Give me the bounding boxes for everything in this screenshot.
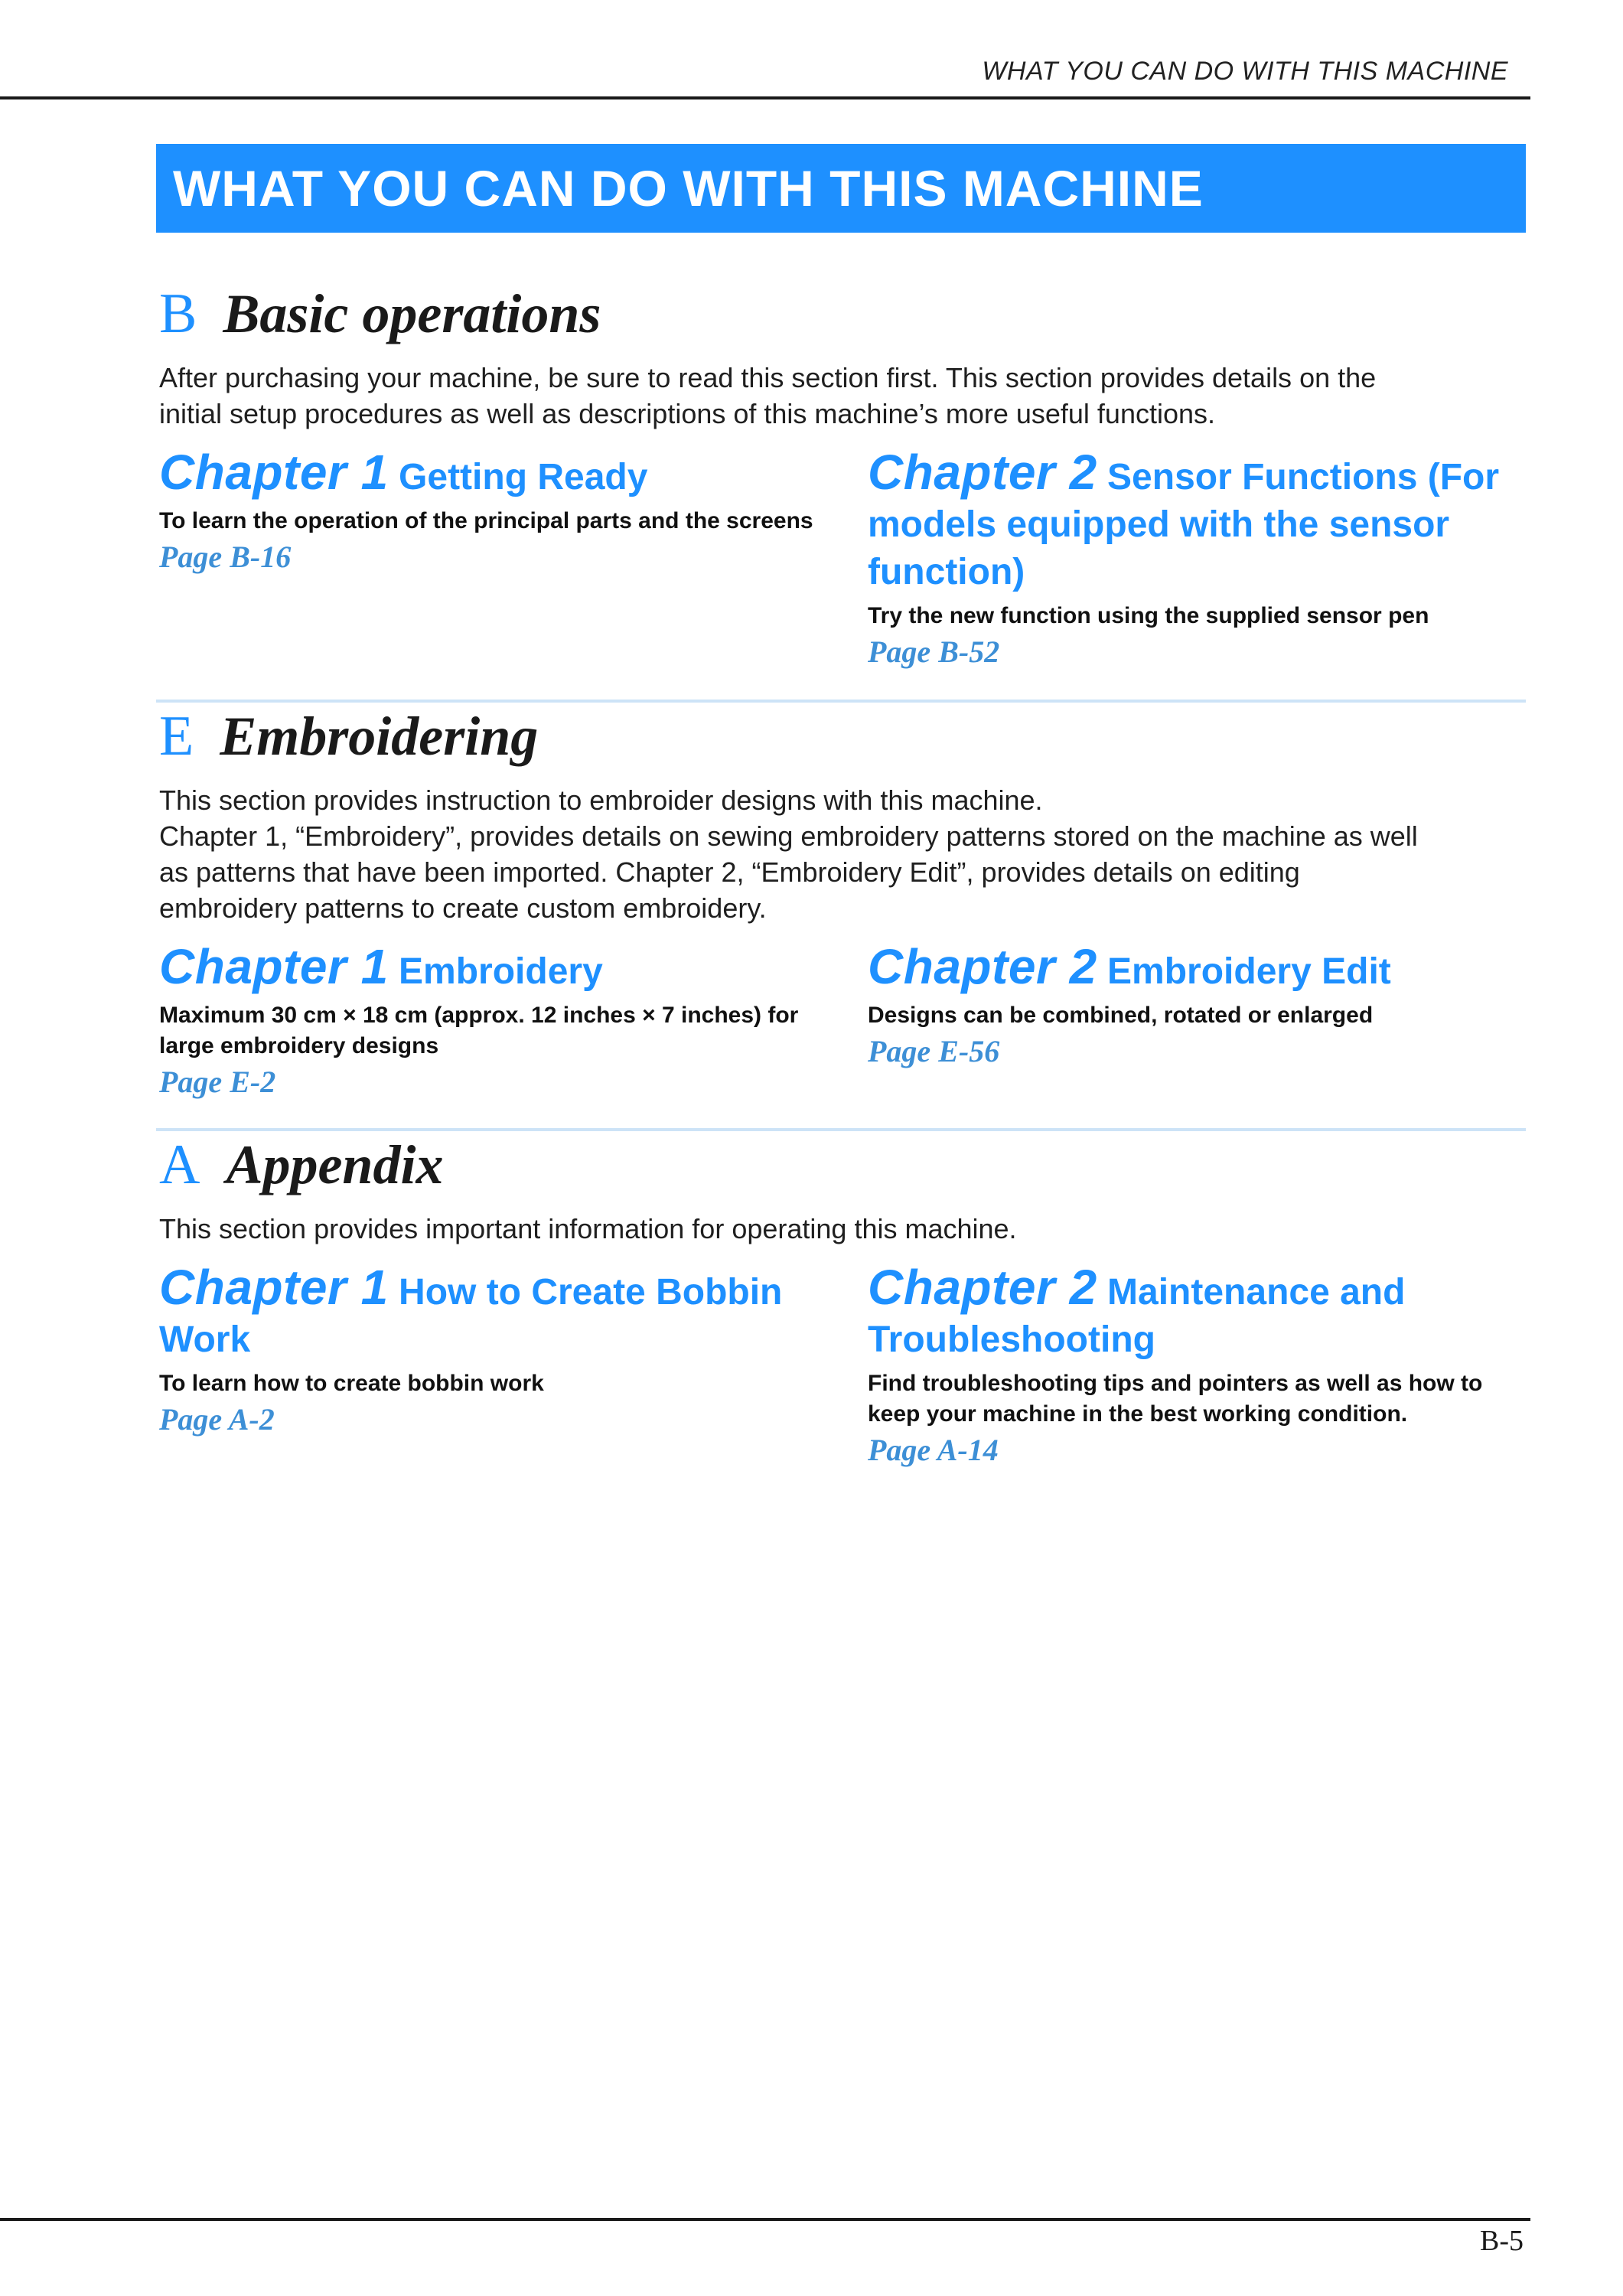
chapter-title: Embroidery (399, 951, 603, 992)
chapter-title: Maintenance and Troubleshooting (868, 1272, 1406, 1360)
section-appendix (159, 1133, 1526, 1467)
page-reference-link[interactable]: Page B-16 (159, 540, 292, 574)
chapter-title: How to Create Bobbin Work (159, 1272, 783, 1360)
section-letter: B (159, 282, 197, 345)
chapter-card (159, 445, 825, 575)
section-basic-operations (159, 282, 1526, 669)
chapter-card (868, 445, 1533, 670)
chapter-heading (159, 445, 825, 501)
chapter-title: Embroidery Edit (1107, 951, 1391, 992)
description-line: This section provides important information for operating this machine. (159, 1213, 1017, 1244)
description-line: Chapter 1, “Embroidery”, provides details on sewing embroidery patterns stored on the machine as well (159, 820, 1418, 852)
section-description (159, 782, 1526, 926)
chapter-description: Maximum 30 cm × 18 cm (approx. 12 inches × 7 inches) for large embroidery designs (159, 1003, 799, 1058)
chapter-description: Designs can be combined, rotated or enlarged (868, 1003, 1374, 1028)
description-line: After purchasing your machine, be sure to read this section first. This section provides details on the (159, 362, 1377, 393)
chapter-number: Chapter 2 (868, 445, 1097, 500)
chapter-number: Chapter 1 (159, 1260, 389, 1315)
running-header: WHAT YOU CAN DO WITH THIS MACHINE (982, 57, 1508, 86)
page-reference-link[interactable]: Page A-2 (159, 1402, 275, 1437)
banner-title: WHAT YOU CAN DO WITH THIS MACHINE (173, 160, 1204, 217)
chapter-title: Getting Ready (399, 457, 648, 497)
section-title: Appendix (226, 1134, 444, 1195)
page-number: B-5 (1480, 2225, 1524, 2257)
section-title: Embroidering (220, 706, 539, 767)
page-reference-link[interactable]: Page A-14 (868, 1433, 999, 1467)
description-line: as patterns that have been imported. Chapter 2, “Embroidery Edit”, provides details on editing (159, 856, 1300, 888)
chapter-heading (868, 939, 1533, 996)
section-divider (156, 700, 1526, 703)
chapter-title: Sensor Functions (For models equipped with the sensor function) (868, 457, 1500, 592)
section-description (159, 1211, 1526, 1247)
title-banner (156, 144, 1526, 233)
section-divider (156, 1128, 1526, 1131)
description-line: initial setup procedures as well as descriptions of this machine’s more useful functions. (159, 398, 1216, 429)
chapter-number: Chapter 1 (159, 939, 389, 994)
section-letter: E (159, 705, 194, 768)
page-reference-link[interactable]: Page B-52 (868, 634, 1000, 669)
section-title: Basic operations (223, 283, 601, 344)
chapter-description: To learn how to create bobbin work (159, 1371, 544, 1396)
chapter-card (159, 1260, 825, 1437)
chapter-description: Try the new function using the supplied sensor pen (868, 603, 1429, 628)
top-rule (0, 96, 1530, 99)
chapter-number: Chapter 1 (159, 445, 389, 500)
chapter-heading (159, 1260, 825, 1364)
chapter-description: To learn the operation of the principal parts and the screens (159, 508, 813, 533)
chapter-card (868, 939, 1533, 1069)
section-embroidering (159, 704, 1526, 1099)
chapter-heading (868, 445, 1533, 596)
chapter-card (159, 939, 825, 1100)
description-line: This section provides instruction to embroider designs with this machine. (159, 784, 1043, 816)
chapter-heading (868, 1260, 1533, 1364)
page-reference-link[interactable]: Page E-56 (868, 1034, 1000, 1068)
section-letter: A (159, 1133, 200, 1196)
bottom-rule (0, 2218, 1530, 2221)
section-description (159, 360, 1526, 432)
chapter-card (868, 1260, 1533, 1468)
chapter-number: Chapter 2 (868, 939, 1097, 994)
chapter-description: Find troubleshooting tips and pointers as well as how to keep your machine in the best working condition. (868, 1371, 1483, 1427)
page-reference-link[interactable]: Page E-2 (159, 1065, 276, 1099)
description-line: embroidery patterns to create custom embroidery. (159, 892, 767, 924)
chapter-heading (159, 939, 825, 996)
chapter-number: Chapter 2 (868, 1260, 1097, 1315)
